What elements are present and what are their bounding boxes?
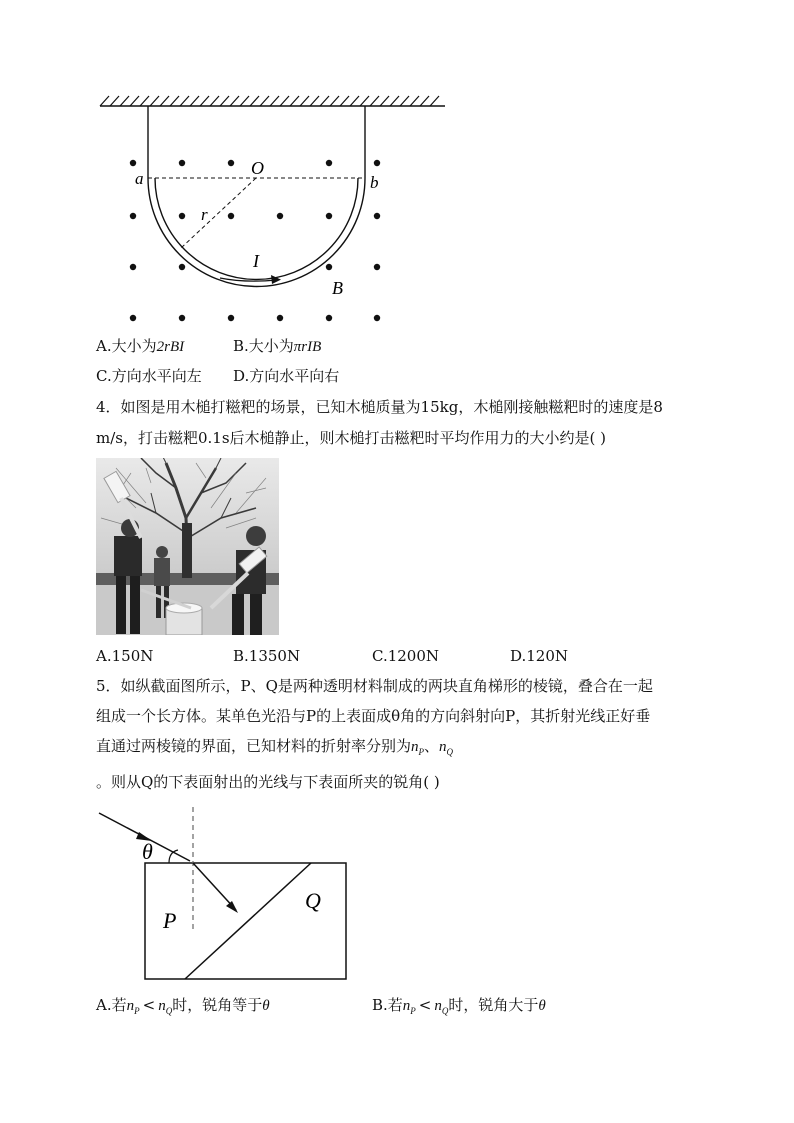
label-P: P [163, 908, 177, 933]
n-q-symbol: n [439, 739, 447, 755]
q5-stem-line2: 组成一个长方体。某单色光沿与P的上表面成θ角的方向斜射向P，其折射光线正好垂 [96, 707, 651, 725]
refracted-ray [193, 863, 236, 910]
ceiling-hatch [100, 96, 439, 106]
theta-arc [169, 850, 178, 863]
label-B: B [332, 278, 343, 298]
q3-option-c[interactable]: C.方向水平向左 [96, 367, 202, 385]
q3-option-d[interactable]: D.方向水平向右 [233, 367, 340, 385]
radius-line [181, 178, 256, 248]
prism-interface [185, 863, 311, 979]
label-I: I [253, 251, 259, 271]
prism-figure [95, 805, 355, 987]
q5-stem-line1: 5．如纵截面图所示，P、Q是两种透明材料制成的两块直角梯形的棱镜，叠合在一起 [96, 677, 653, 695]
n-p-symbol: n [411, 739, 419, 755]
q4-option-a[interactable]: A.150N [96, 647, 154, 665]
q4-option-c[interactable]: C.1200N [372, 647, 440, 665]
q5-stem-line4: 。则从Q的下表面射出的光线与下表面所夹的锐角( ) [96, 773, 440, 791]
q5-option-b[interactable]: B.若$n_P < n_Q$时，锐角大于θ [372, 996, 546, 1016]
label-r: r [201, 205, 208, 224]
label-Q: Q [305, 888, 321, 913]
semicircle-field-figure [95, 95, 455, 330]
q4-option-d[interactable]: D.120N [510, 647, 569, 665]
mochi-pounding-photo [96, 458, 279, 635]
label-O: O [251, 158, 264, 178]
theta-label: θ [142, 839, 153, 864]
q3-option-a[interactable]: A.大小为2rBI [96, 337, 185, 355]
refracted-arrowhead [226, 901, 238, 913]
label-b: b [370, 173, 379, 192]
q5-option-a[interactable]: A.若$n_P < n_Q$时，锐角等于θ [96, 996, 270, 1016]
q5-stem-line3: 直通过两棱镜的界面，已知材料的折射率分别为$n_P$、$n_Q$ [96, 737, 454, 757]
q4-stem-line2: m/s，打击糍粑0.1s后木槌静止，则木槌打击糍粑时平均作用力的大小约是( ) [96, 429, 607, 447]
q4-stem-line1: 4．如图是用木槌打糍粑的场景，已知木槌质量为15kg，木槌刚接触糍粑时的速度是8 [96, 398, 663, 416]
q3-option-b[interactable]: B.大小为πrIB [233, 337, 322, 355]
q4-option-b[interactable]: B.1350N [233, 647, 301, 665]
label-a: a [135, 169, 144, 188]
